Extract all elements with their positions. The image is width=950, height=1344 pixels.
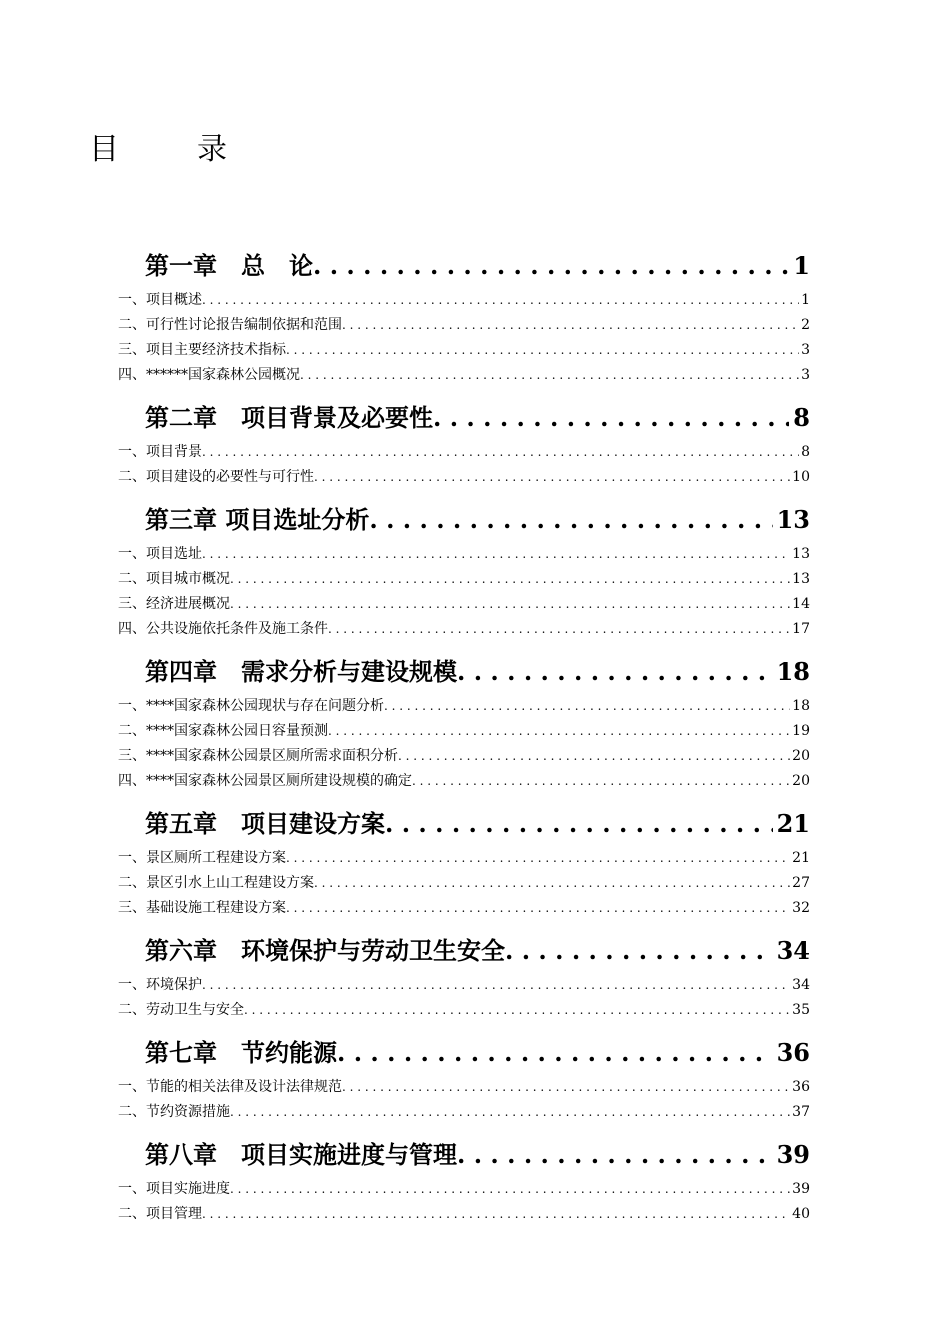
chapter-page-number: 21 <box>776 809 810 838</box>
section-title: 三、****国家森林公园景区厕所需求面积分析 <box>118 748 398 764</box>
toc-section-entry[interactable] <box>118 465 810 490</box>
dot-leader <box>457 1133 773 1177</box>
section-page-number: 1 <box>801 292 810 308</box>
section-page-number: 40 <box>792 1206 810 1222</box>
section-page-number: 3 <box>801 367 810 383</box>
section-page-number: 35 <box>792 1002 810 1018</box>
dot-leader <box>384 694 790 719</box>
toc-section-entry[interactable] <box>118 1202 810 1227</box>
dot-leader <box>202 973 790 998</box>
section-page-number: 36 <box>792 1079 810 1095</box>
section-page-number: 18 <box>792 698 810 714</box>
section-title: 一、****国家森林公园现状与存在问题分析 <box>118 698 384 714</box>
toc-section-entry[interactable] <box>118 744 810 769</box>
section-title: 一、项目背景 <box>118 444 202 460</box>
chapter-page-number: 1 <box>793 251 810 280</box>
section-title: 一、环境保护 <box>118 977 202 993</box>
section-page-number: 2 <box>801 317 810 333</box>
section-page-number: 32 <box>792 900 810 916</box>
toc-section-entry[interactable] <box>118 871 810 896</box>
toc-chapter-entry[interactable] <box>118 498 810 542</box>
section-title: 二、项目城市概况 <box>118 571 230 587</box>
toc-section-entry[interactable] <box>118 288 810 313</box>
toc-section-entry[interactable] <box>118 973 810 998</box>
chapter-page-number: 13 <box>776 505 810 534</box>
chapter-title: 第五章 项目建设方案 <box>145 809 385 838</box>
dot-leader <box>398 744 790 769</box>
dot-leader <box>337 1031 773 1075</box>
section-page-number: 14 <box>792 596 810 612</box>
dot-leader <box>300 363 799 388</box>
section-title: 三、项目主要经济技术指标 <box>118 342 286 358</box>
toc-chapter-entry[interactable] <box>118 1133 810 1177</box>
section-title: 一、项目概述 <box>118 292 202 308</box>
toc-section-entry[interactable] <box>118 617 810 642</box>
section-page-number: 34 <box>792 977 810 993</box>
section-title: 二、景区引水上山工程建设方案 <box>118 875 314 891</box>
dot-leader <box>286 338 799 363</box>
dot-leader <box>505 929 773 973</box>
dot-leader <box>342 1075 790 1100</box>
dot-leader <box>230 1100 790 1125</box>
toc-section-entry[interactable] <box>118 694 810 719</box>
dot-leader <box>385 802 773 846</box>
toc-section-entry[interactable] <box>118 363 810 388</box>
dot-leader <box>286 896 790 921</box>
toc-section-entry[interactable] <box>118 567 810 592</box>
chapter-title: 第四章 需求分析与建设规模 <box>145 657 457 686</box>
section-title: 三、基础设施工程建设方案 <box>118 900 286 916</box>
section-title: 二、****国家森林公园日容量预测 <box>118 723 328 739</box>
section-title: 一、项目实施进度 <box>118 1181 230 1197</box>
dot-leader <box>230 592 790 617</box>
toc-chapter-entry[interactable] <box>118 650 810 694</box>
dot-leader <box>433 396 789 440</box>
section-title: 一、景区厕所工程建设方案 <box>118 850 286 866</box>
section-title: 三、经济进展概况 <box>118 596 230 612</box>
section-page-number: 21 <box>792 850 810 866</box>
dot-leader <box>328 719 790 744</box>
chapter-title: 第六章 环境保护与劳动卫生安全 <box>145 936 505 965</box>
section-page-number: 20 <box>792 748 810 764</box>
chapter-title: 第一章 总 论 <box>145 251 313 280</box>
chapter-title: 第八章 项目实施进度与管理 <box>145 1140 457 1169</box>
toc-chapter-entry[interactable] <box>118 396 810 440</box>
section-page-number: 19 <box>792 723 810 739</box>
section-page-number: 13 <box>792 546 810 562</box>
section-title: 二、可行性讨论报告编制依据和范围 <box>118 317 342 333</box>
toc-section-entry[interactable] <box>118 592 810 617</box>
dot-leader <box>230 1177 790 1202</box>
toc-section-entry[interactable] <box>118 542 810 567</box>
toc-section-entry[interactable] <box>118 769 810 794</box>
section-page-number: 37 <box>792 1104 810 1120</box>
dot-leader <box>457 650 773 694</box>
toc-section-entry[interactable] <box>118 998 810 1023</box>
section-title: 四、****国家森林公园景区厕所建设规模的确定 <box>118 773 412 789</box>
section-page-number: 39 <box>792 1181 810 1197</box>
dot-leader <box>412 769 790 794</box>
section-page-number: 8 <box>801 444 810 460</box>
section-page-number: 10 <box>792 469 810 485</box>
chapter-page-number: 18 <box>776 657 810 686</box>
dot-leader <box>328 617 790 642</box>
toc-chapter-entry[interactable] <box>118 802 810 846</box>
section-page-number: 13 <box>792 571 810 587</box>
section-title: 一、节能的相关法律及设计法律规范 <box>118 1079 342 1095</box>
dot-leader <box>202 1202 790 1227</box>
toc-section-entry[interactable] <box>118 846 810 871</box>
section-page-number: 17 <box>792 621 810 637</box>
section-page-number: 3 <box>801 342 810 358</box>
dot-leader <box>244 998 790 1023</box>
toc-chapter-entry[interactable] <box>118 1031 810 1075</box>
section-title: 四、******国家森林公园概况 <box>118 367 300 383</box>
toc-section-entry[interactable] <box>118 440 810 465</box>
dot-leader <box>230 567 790 592</box>
table-of-contents <box>118 238 810 1235</box>
toc-section-entry[interactable] <box>118 1075 810 1100</box>
section-title: 四、公共设施依托条件及施工条件 <box>118 621 328 637</box>
dot-leader <box>202 542 790 567</box>
dot-leader <box>314 465 790 490</box>
section-title: 二、项目管理 <box>118 1206 202 1222</box>
chapter-page-number: 8 <box>793 403 810 432</box>
toc-section-entry[interactable] <box>118 1100 810 1125</box>
toc-chapter-entry[interactable] <box>118 244 810 288</box>
dot-leader <box>202 440 799 465</box>
toc-section-entry[interactable] <box>118 1177 810 1202</box>
chapter-title: 第七章 节约能源 <box>145 1038 337 1067</box>
section-title: 二、劳动卫生与安全 <box>118 1002 244 1018</box>
toc-heading-char-1: 目 <box>89 132 119 167</box>
dot-leader <box>342 313 799 338</box>
toc-chapter-entry[interactable] <box>118 929 810 973</box>
dot-leader <box>369 498 772 542</box>
section-title: 二、节约资源措施 <box>118 1104 230 1120</box>
toc-section-entry[interactable] <box>118 896 810 921</box>
chapter-page-number: 34 <box>776 936 810 965</box>
toc-section-entry[interactable] <box>118 719 810 744</box>
chapter-title: 第二章 项目背景及必要性 <box>145 403 433 432</box>
toc-heading-char-2: 录 <box>197 132 227 167</box>
section-page-number: 20 <box>792 773 810 789</box>
section-title: 二、项目建设的必要性与可行性 <box>118 469 314 485</box>
dot-leader <box>313 244 789 288</box>
chapter-page-number: 36 <box>776 1038 810 1067</box>
chapter-title: 第三章 项目选址分析 <box>145 505 370 534</box>
section-page-number: 27 <box>792 875 810 891</box>
toc-section-entry[interactable] <box>118 338 810 363</box>
chapter-page-number: 39 <box>776 1140 810 1169</box>
dot-leader <box>202 288 799 313</box>
dot-leader <box>286 846 790 871</box>
dot-leader <box>314 871 790 896</box>
toc-heading <box>89 128 227 172</box>
toc-section-entry[interactable] <box>118 313 810 338</box>
section-title: 一、项目选址 <box>118 546 202 562</box>
